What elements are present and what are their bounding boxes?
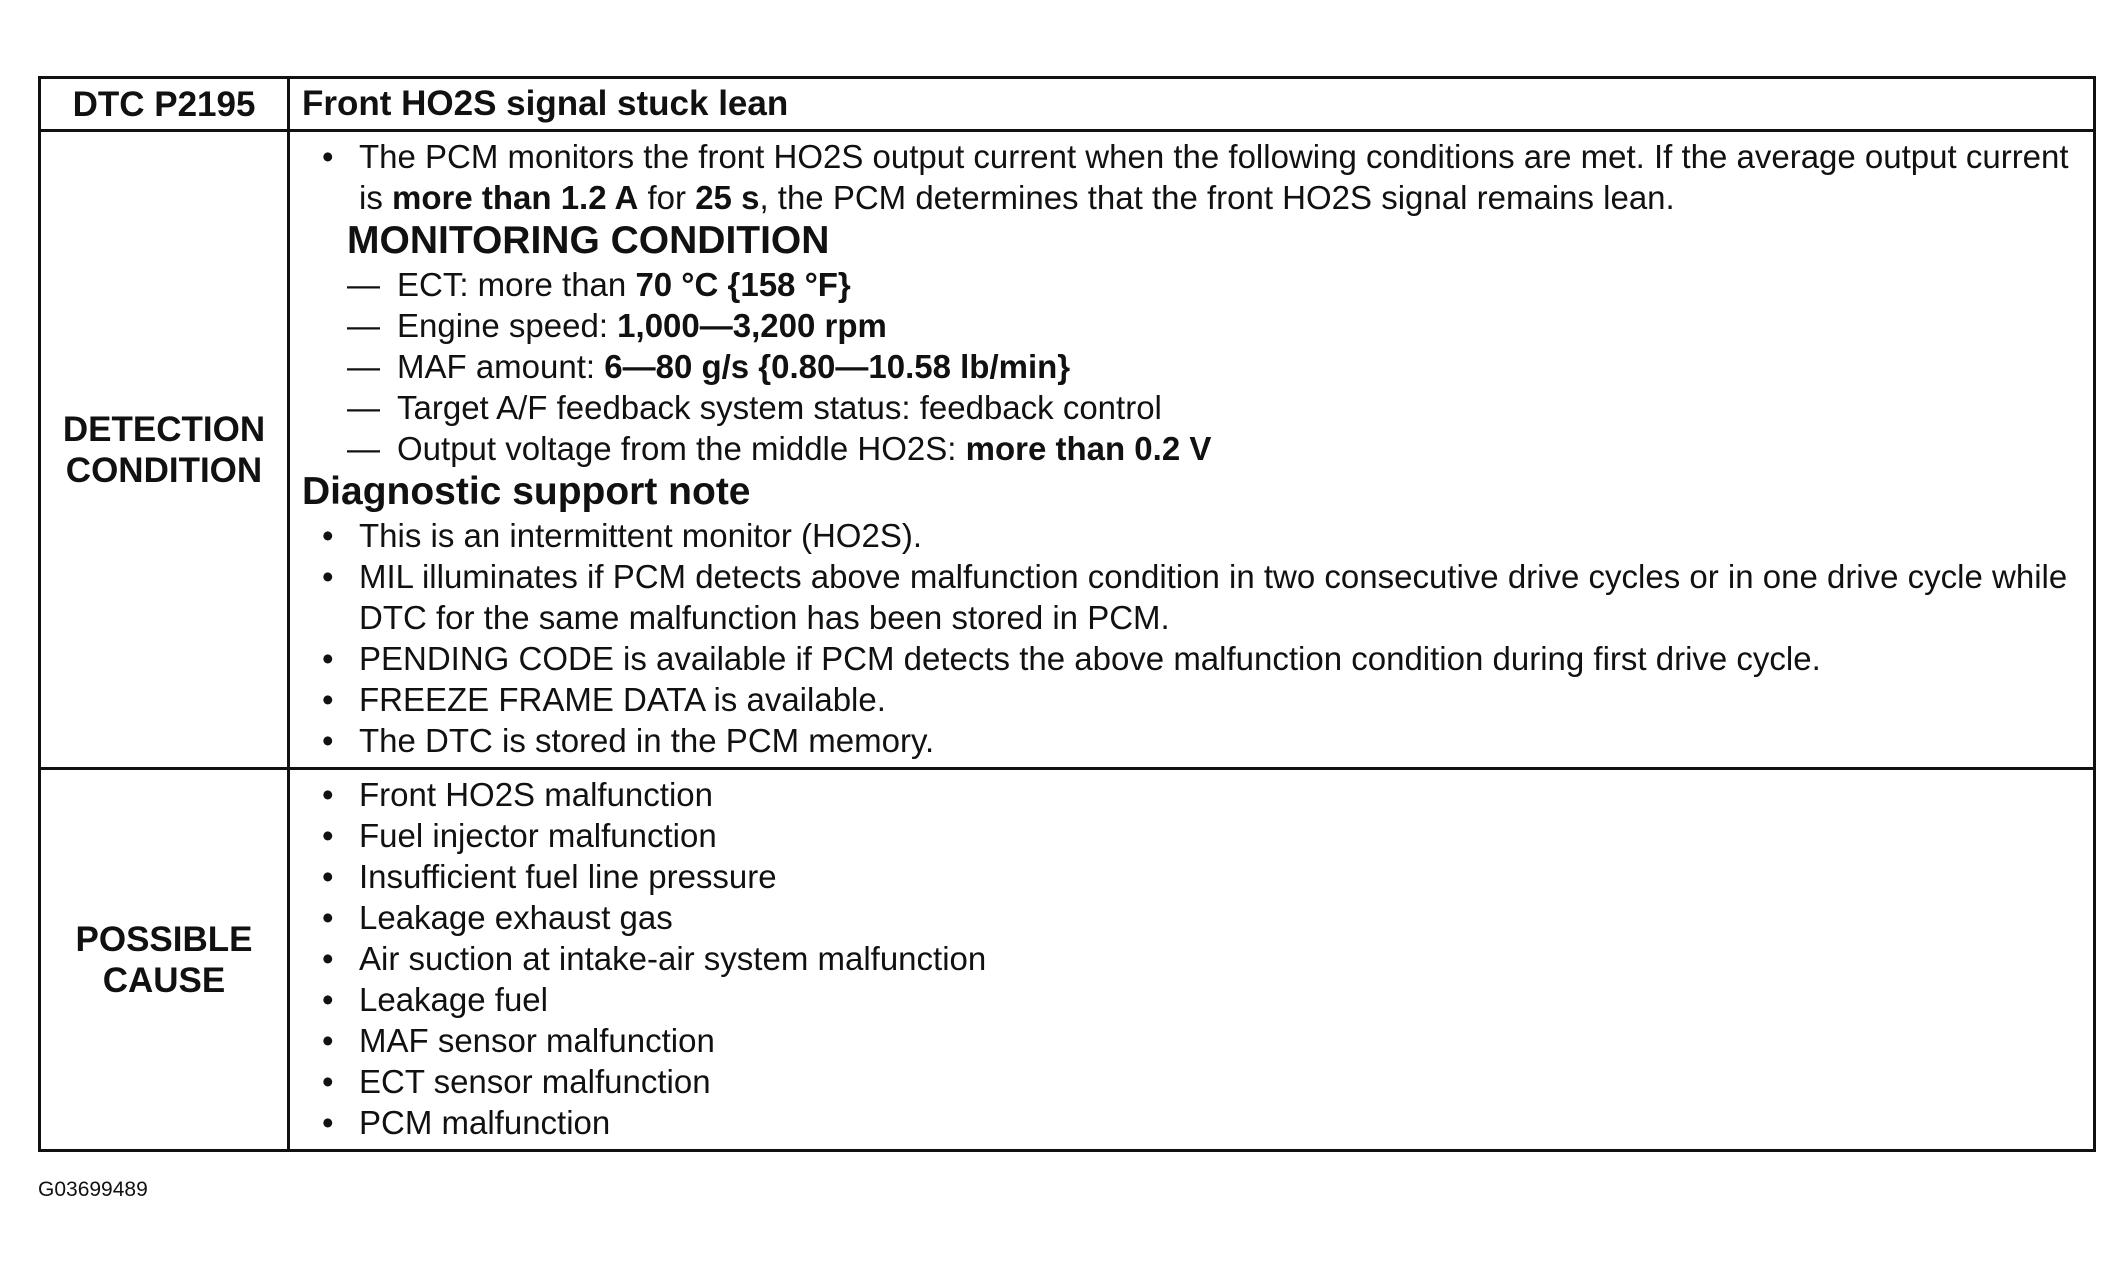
note-item: • MIL illuminates if PCM detects above malfunction condition in two consecutive drive cycles or in one drive cycle while DTC for the same malfunction has been stored in PCM. xyxy=(302,556,2083,638)
possible-cause-row xyxy=(40,769,2095,1151)
intro-bold-2: 25 s xyxy=(695,179,760,216)
condition-item xyxy=(302,305,2083,346)
condition-text: MAF amount: xyxy=(397,348,605,385)
note-item: • The DTC is stored in the PCM memory. xyxy=(302,720,2083,761)
intro-list xyxy=(302,136,2083,218)
possible-cause-label-line2: CAUSE xyxy=(102,960,226,1000)
diagnostic-note-list xyxy=(302,515,2083,761)
cause-item: • MAF sensor malfunction xyxy=(302,1020,2083,1061)
condition-item xyxy=(302,346,2083,387)
possible-cause-content xyxy=(289,769,2095,1151)
monitoring-condition-title: MONITORING CONDITION xyxy=(347,219,830,262)
cause-item: • Front HO2S malfunction xyxy=(302,774,2083,815)
cause-item: • Fuel injector malfunction xyxy=(302,815,2083,856)
cause-item: • Leakage fuel xyxy=(302,979,2083,1020)
diagnostic-note-title: Diagnostic support note xyxy=(302,470,751,513)
condition-text: Output voltage from the middle HO2S: xyxy=(397,430,966,467)
dtc-title: Front HO2S signal stuck lean xyxy=(289,78,2095,131)
intro-text-1: The PCM monitors the front HO2S output current when the following conditions are met. If the average output current is xyxy=(359,138,2069,216)
detection-content xyxy=(289,131,2095,769)
condition-item xyxy=(302,428,2083,469)
cause-item: • Insufficient fuel line pressure xyxy=(302,856,2083,897)
possible-cause-label xyxy=(40,769,289,1151)
cause-item: • PCM malfunction xyxy=(302,1102,2083,1143)
condition-item xyxy=(302,264,2083,305)
condition-value: 1,000—3,200 rpm xyxy=(617,307,887,344)
intro-text-3: , the PCM determines that the front HO2S signal remains lean. xyxy=(759,179,1675,216)
dtc-table xyxy=(38,76,2096,1152)
cause-item: • Leakage exhaust gas xyxy=(302,897,2083,938)
cause-item: • Air suction at intake-air system malfunction xyxy=(302,938,2083,979)
note-item: • FREEZE FRAME DATA is available. xyxy=(302,679,2083,720)
note-item: • PENDING CODE is available if PCM detects the above malfunction condition during first drive cycle. xyxy=(302,638,2083,679)
intro-text-2: for xyxy=(638,179,696,216)
detection-label-line2: CONDITION xyxy=(65,450,263,490)
note-item: • This is an intermittent monitor (HO2S). xyxy=(302,515,2083,556)
monitoring-condition-list xyxy=(302,264,2083,469)
figure-id: G03699489 xyxy=(38,1178,148,1201)
possible-cause-list xyxy=(302,774,2083,1143)
intro-bold-1: more than 1.2 A xyxy=(392,179,639,216)
intro-paragraph xyxy=(302,136,2083,218)
dtc-code: DTC P2195 xyxy=(40,78,289,131)
condition-text: Engine speed: xyxy=(397,307,618,344)
detection-row xyxy=(40,131,2095,769)
cause-item: • ECT sensor malfunction xyxy=(302,1061,2083,1102)
possible-cause-label-line1: POSSIBLE xyxy=(75,919,253,959)
condition-text: ECT: more than xyxy=(397,266,636,303)
detection-label xyxy=(40,131,289,769)
header-row xyxy=(40,78,2095,131)
detection-label-line1: DETECTION xyxy=(62,409,266,449)
condition-text: Target A/F feedback system status: feedback control xyxy=(397,389,1162,426)
condition-item xyxy=(302,387,2083,428)
condition-value: 6—80 g/s {0.80—10.58 lb/min} xyxy=(604,348,1071,385)
condition-value: 70 °C {158 °F} xyxy=(635,266,851,303)
condition-value: more than 0.2 V xyxy=(965,430,1212,467)
